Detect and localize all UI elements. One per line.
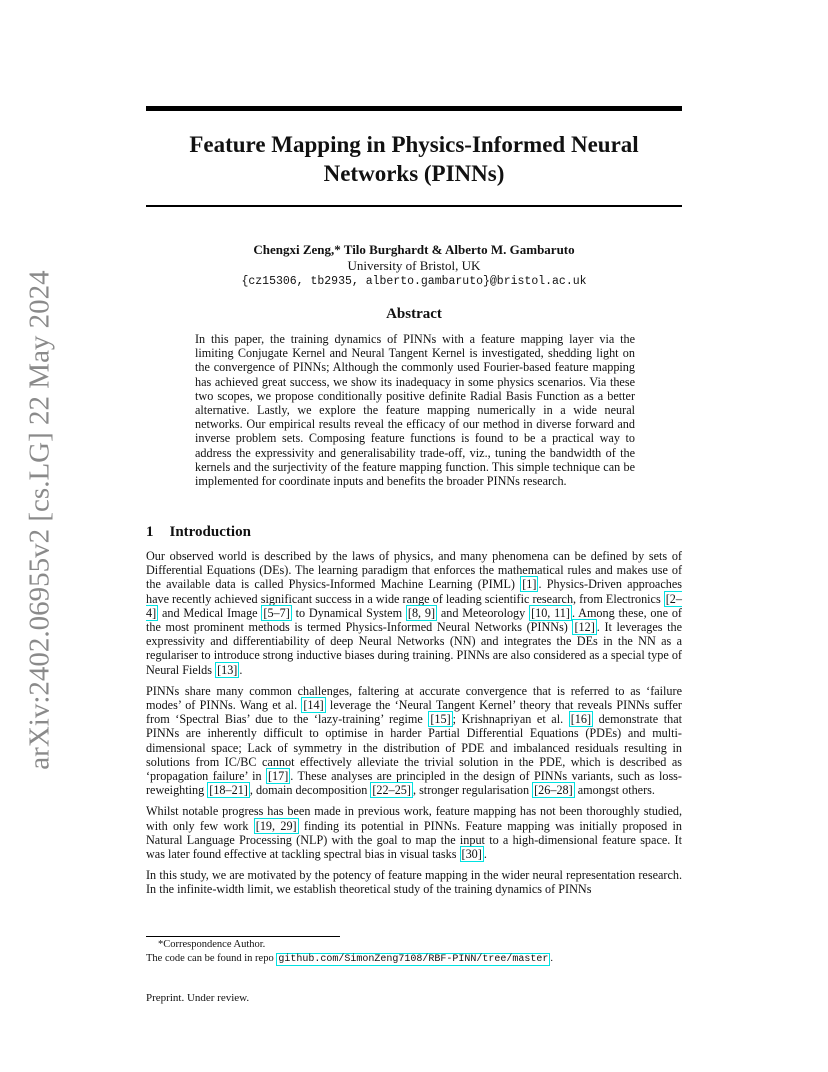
citation-link[interactable]: [22–25] xyxy=(372,783,411,798)
preprint-notice: Preprint. Under review. xyxy=(146,992,250,1004)
citation-link[interactable]: [5–7] xyxy=(263,605,290,620)
paragraph-3 xyxy=(146,804,682,861)
abstract-text: In this paper, the training dynamics of PINNs with a feature mapping layer via the limiting Conjugate Kernel and Neural Tangent Kernel is investigated, shedding light on the convergence of PINNs; Although the commonly used Fourier-based feature mapping has achieved great success, we show its inadequacy in some physics scenarios. Via these two scopes, we propose conditionally positive definite Radial Basis Function as a better alternative. Lastly, we explore the feature mapping numerically in a wide neural networks. Our empirical results reveal the efficacy of our method in diverse forward and inverse problem sets. Composing feature functions is found to be a practical way to address the expressivity and generalisability trade-off, viz., tuning the bandwidth of the kernels and the surjectivity of the feature mapping function. This simple technique can be implemented for coordinate inputs and benefits the broader PINNs research. xyxy=(195,332,635,489)
citation-link[interactable]: [30] xyxy=(461,847,482,862)
citation-link[interactable]: [14] xyxy=(303,698,324,713)
footnote-rule xyxy=(146,936,340,937)
text-run: , stronger regularisation xyxy=(412,783,533,798)
text-run: . Physics-Driven approaches have recently achieved significant success in a wide range of leading scientific research, from Electronics xyxy=(146,577,682,606)
text-run: and Meteorology xyxy=(437,605,530,620)
paper-title xyxy=(146,130,682,188)
footnote-code xyxy=(146,952,706,967)
body-text xyxy=(146,549,682,904)
citation-link[interactable]: [2–4] xyxy=(146,591,682,620)
abstract-heading: Abstract xyxy=(386,306,442,322)
footnotes xyxy=(146,938,706,967)
text-run: Our observed world is described by the laws of physics, and many phenomena can be defined by sets of Differential Equations (DEs). The learning paradigm that enforces the mathematical rules and makes use of the available data is called Physics-Informed Machine Learning (PIML) xyxy=(146,549,682,592)
text-run: . It leverages the expressivity and differentiability of deep Neural Networks (NN) and integrates the DEs in the NN as a regulariser to introduce strong inductive biases during training. PINNs are also considered as a special type of Neural Fields xyxy=(146,620,682,677)
citation-link[interactable]: [26–28] xyxy=(534,783,573,798)
citation-link[interactable]: [10, 11] xyxy=(531,605,570,620)
title-line-2: Networks (PINNs) xyxy=(323,161,505,186)
text-run: amongst others. xyxy=(574,783,655,798)
citation-link[interactable]: [1] xyxy=(522,577,537,592)
citation-link[interactable]: [16] xyxy=(570,712,592,727)
citation-link[interactable]: [18–21] xyxy=(209,783,248,798)
arxiv-sidebar xyxy=(0,0,80,1072)
text-run: . These analyses are principled in the design of PINNs variants, such as loss-reweighting xyxy=(146,769,682,798)
paragraph-2 xyxy=(146,684,682,798)
section-heading xyxy=(146,524,251,541)
footnote-correspondence: *Correspondence Author. xyxy=(158,939,266,950)
title-line-1: Feature Mapping in Physics-Informed Neural xyxy=(189,132,639,157)
repo-link[interactable]: github.com/SimonZeng7108/RBF-PINN/tree/master xyxy=(278,954,549,965)
text-run: to Dynamical System xyxy=(291,605,406,620)
text-run: leverage the ‘Neural Tangent Kernel’ theory that reveals PINNs suffer from ‘Spectral Bias’ due to the ‘lazy-training’ regime xyxy=(146,698,682,727)
text-run: . xyxy=(483,847,487,862)
citation-link[interactable]: [8, 9] xyxy=(407,605,436,620)
citation-link[interactable]: [15] xyxy=(430,712,451,727)
top-rule xyxy=(146,106,682,111)
arxiv-identifier: arXiv:2402.06955v2 [cs.LG] 22 May 2024 xyxy=(23,270,56,770)
section-title: Introduction xyxy=(169,524,251,540)
text-run: demonstrate that PINNs are inherently difficult to optimise in harder Partial Differential Equations (PDEs) and multi-dimensional space; Lack of symmetry in the distribution of PDE and imbalanced residuals resulting in solutions from IC/BC cannot effectively alleviate the trivial solution in the PDE, which is described as ‘propagation failure’ in xyxy=(146,712,682,784)
text-run: PINNs share many common challenges, faltering at accurate convergence that is referred to as ‘failure modes’ of PINNs. Wang et al. xyxy=(146,683,682,713)
text-run: ; Krishnapriyan et al. xyxy=(452,712,569,727)
citation-link[interactable]: [12] xyxy=(574,620,595,635)
section-number: 1 xyxy=(146,524,154,540)
text-run: finding its potential in PINNs. Feature mapping was initially proposed in Natural Language Processing (NLP) with the goal to map the input to a high-dimensional feature space. It was later found effective at tackling spectral bias in visual tasks xyxy=(146,818,682,862)
paragraph-4: In this study, we are motivated by the potency of feature mapping in the wider neural representation research. In the infinite-width limit, we establish theoretical study of the training dynamics of PINNs xyxy=(146,868,682,897)
affiliation: University of Bristol, UK xyxy=(347,258,481,273)
text-run: . xyxy=(550,953,553,964)
citation-link[interactable]: [19, 29] xyxy=(255,818,297,833)
author-names: Chengxi Zeng,* Tilo Burghardt & Alberto M. Gambaruto xyxy=(253,242,575,257)
text-run: . xyxy=(239,662,243,677)
citation-link[interactable]: [17] xyxy=(267,769,289,784)
text-run: and Medical Image xyxy=(158,605,262,620)
author-block xyxy=(146,242,682,290)
citation-link[interactable]: [13] xyxy=(217,662,238,677)
text-run: The code can be found in repo xyxy=(146,953,277,964)
text-run: , domain decomposition xyxy=(249,783,371,798)
text-run: Whilst notable progress has been made in previous work, feature mapping has not been thoroughly studied, with only few work xyxy=(146,804,682,833)
title-bottom-rule xyxy=(146,205,682,207)
author-emails: {cz15306, tb2935, alberto.gambaruto}@bristol.ac.uk xyxy=(241,275,587,288)
text-run: . Among these, one of the most prominent methods is termed Physics-Informed Neural Networks (PINNs) xyxy=(146,605,682,635)
paragraph-1 xyxy=(146,549,682,677)
